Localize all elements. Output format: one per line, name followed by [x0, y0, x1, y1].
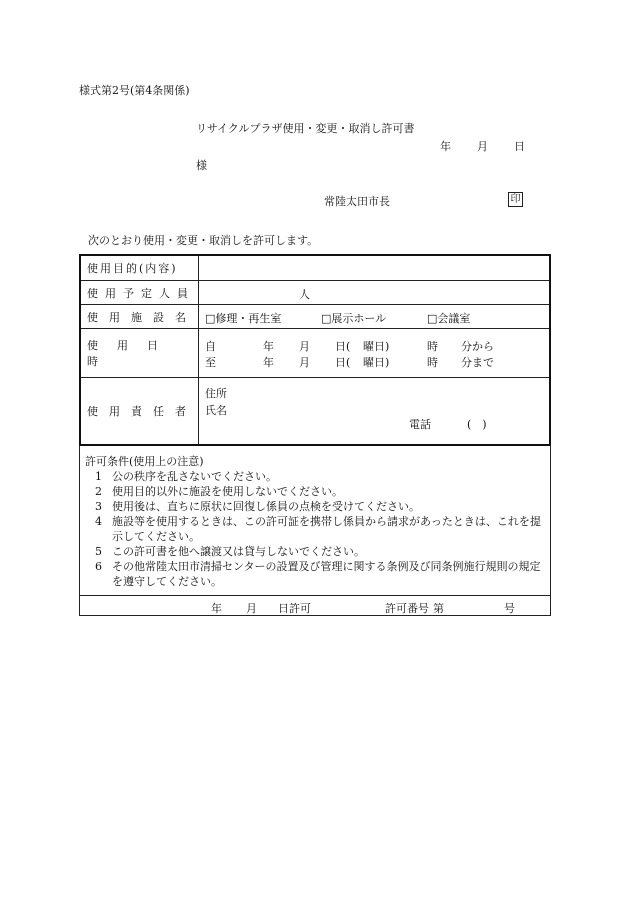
condition-text: 使用後は、直ちに原状に回復し係員の点検を受けてください。 — [112, 500, 420, 513]
permit-month: 月 — [246, 602, 257, 615]
to-day: 日( — [335, 356, 351, 369]
phone-label: 電話 — [409, 418, 431, 431]
addressee: 様 — [196, 159, 207, 172]
condition-number: 4 — [95, 515, 102, 528]
purpose-row — [81, 256, 549, 281]
document-title: リサイクルプラザ使用・変更・取消し許可書 — [196, 122, 415, 135]
people-field[interactable] — [199, 281, 549, 304]
year-label: 年 — [440, 140, 451, 153]
to-prefix: 至 — [205, 356, 216, 369]
datetime-label: 使用日時 — [81, 329, 199, 377]
name-label: 氏名 — [205, 404, 227, 417]
seal-box: 印 — [508, 192, 523, 207]
facility-option-meeting-room[interactable]: □会議室 — [427, 312, 471, 325]
permit-year: 年 — [211, 602, 222, 615]
condition-text: この許可書を他へ譲渡又は貸与しないでください。 — [112, 545, 365, 558]
from-day: 日( — [335, 340, 351, 353]
to-hour: 時 — [427, 356, 438, 369]
from-hour: 時 — [427, 340, 438, 353]
condition-number: 2 — [95, 485, 102, 498]
condition-text: 使用目的以外に施設を使用しないでください。 — [112, 485, 343, 498]
issuer-name: 常陸太田市長 — [324, 195, 390, 208]
condition-text: その他常陸太田市清掃センターの設置及び管理に関する条例及び同条例施行規則の規定を遵守してください。 — [112, 560, 541, 588]
purpose-label: 使用目的(内容) — [81, 256, 199, 280]
facility-options — [199, 305, 549, 328]
intro-text: 次のとおり使用・変更・取消しを許可します。 — [88, 234, 319, 247]
month-label: 月 — [477, 140, 488, 153]
facility-option-hall[interactable]: □展示ホール — [321, 312, 387, 325]
people-label: 使用予定人員 — [81, 281, 199, 304]
condition-text: 施設等を使用するときは、この許可証を携帯し係員から請求があったときは、これを提示してください。 — [112, 515, 541, 543]
to-minute: 分まで — [461, 356, 494, 369]
responsible-row — [81, 378, 549, 444]
from-month: 月 — [299, 340, 310, 353]
people-row — [81, 281, 549, 305]
condition-number: 6 — [95, 560, 102, 573]
from-minute: 分から — [461, 340, 494, 353]
facility-row — [81, 305, 549, 329]
to-month: 月 — [299, 356, 310, 369]
datetime-row — [81, 329, 549, 378]
from-prefix: 自 — [205, 340, 216, 353]
responsible-field[interactable] — [199, 378, 549, 444]
facility-label: 使用施設名 — [81, 305, 199, 328]
condition-number: 5 — [95, 545, 102, 558]
form-reference: 様式第2号(第4条関係) — [79, 84, 190, 97]
condition-number: 3 — [95, 500, 102, 513]
from-year: 年 — [263, 340, 274, 353]
datetime-field[interactable] — [199, 329, 549, 377]
permit-day: 日許可 — [278, 602, 311, 615]
permit-number-line — [79, 595, 551, 616]
permit-dai: 第 — [433, 602, 444, 615]
condition-text: 公の秩序を乱さないでください。 — [112, 470, 277, 483]
permit-conditions — [79, 446, 551, 595]
day-label: 日 — [514, 140, 525, 153]
permit-table — [79, 254, 551, 446]
phone-parens: ( ) — [467, 418, 487, 431]
permit-go: 号 — [504, 602, 515, 615]
purpose-field[interactable] — [199, 256, 549, 280]
issue-date — [440, 138, 525, 154]
to-year: 年 — [263, 356, 274, 369]
responsible-label: 使用責任者 — [81, 378, 199, 444]
from-weekday: 曜日) — [363, 340, 390, 353]
to-weekday: 曜日) — [363, 356, 390, 369]
conditions-title: 許可条件(使用上の注意) — [85, 455, 204, 468]
facility-option-repair[interactable]: □修理・再生室 — [205, 312, 282, 325]
condition-number: 1 — [95, 470, 102, 483]
people-unit: 人 — [299, 288, 310, 301]
permit-number-label: 許可番号 — [385, 602, 429, 615]
address-label: 住所 — [205, 387, 227, 400]
